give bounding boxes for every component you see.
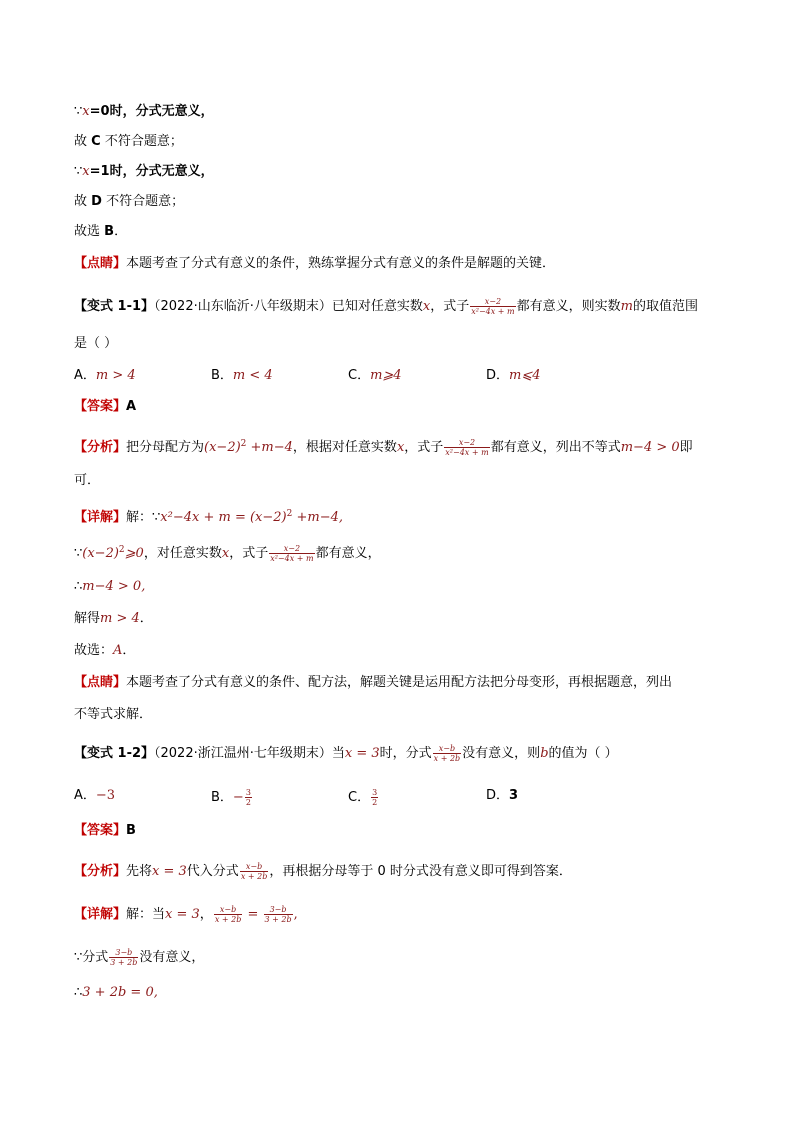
analysis-text: 都有意义，列出不等式 bbox=[490, 440, 621, 455]
exponent: 2 bbox=[286, 509, 293, 519]
question-source: （2022·浙江温州·七年级期末）当 bbox=[154, 746, 345, 761]
analysis-line2 bbox=[74, 473, 100, 489]
option-label: D． bbox=[486, 368, 510, 383]
fraction bbox=[245, 788, 252, 807]
question-text: 没有意义，则 bbox=[462, 746, 541, 761]
because-symbol: ∵ bbox=[74, 104, 83, 119]
var-b: b bbox=[540, 746, 549, 761]
because-symbol: ∵ bbox=[74, 164, 83, 179]
answer-tag: 【答案】 bbox=[74, 823, 127, 838]
fraction bbox=[269, 544, 314, 563]
detail-text: 解得 bbox=[74, 611, 101, 626]
analysis-text: ，再根据分母等于 0 时分式没有意义即可得到答案． bbox=[269, 864, 572, 879]
option-value: m⩾4 bbox=[370, 368, 402, 383]
denominator: x + 2b bbox=[433, 754, 461, 763]
line-x0 bbox=[74, 104, 214, 120]
analysis-text: 把分母配方为 bbox=[126, 440, 205, 455]
because-symbol: ∵ bbox=[74, 546, 83, 561]
line-text: 故 bbox=[74, 194, 92, 209]
option-label: C． bbox=[348, 368, 371, 383]
denominator: x²−4x + m bbox=[471, 307, 515, 316]
option-label: B． bbox=[211, 368, 233, 383]
fraction bbox=[433, 744, 462, 763]
comment-tag: 【点睛】 bbox=[74, 675, 127, 690]
variant-1-2-question bbox=[74, 744, 618, 763]
detail-text: 解：当 bbox=[126, 907, 166, 922]
math-expr: (x−2) bbox=[82, 546, 119, 561]
analysis-text: 先将 bbox=[126, 864, 153, 879]
comment-tag: 【点睛】 bbox=[74, 256, 127, 271]
math-expr: m−4 > 0, bbox=[82, 579, 146, 594]
detail-text: 都有意义， bbox=[315, 546, 381, 561]
numerator: x−b bbox=[433, 744, 462, 754]
option-value: 3 bbox=[509, 788, 519, 803]
detail-text: ，式子 bbox=[229, 546, 269, 561]
denominator: x + 2b bbox=[240, 872, 268, 881]
math-expr: +m−4, bbox=[292, 510, 344, 525]
detail-line-3 bbox=[74, 985, 158, 1001]
fraction bbox=[444, 438, 489, 457]
numerator: 3 bbox=[245, 788, 251, 797]
option-b bbox=[211, 368, 273, 384]
numerator: x−2 bbox=[269, 544, 314, 554]
detail-tag: 【详解】 bbox=[74, 510, 127, 525]
answer-value: B bbox=[126, 823, 136, 838]
numerator: 3 bbox=[372, 788, 378, 797]
detail-tag: 【详解】 bbox=[74, 907, 127, 922]
question-text: 的取值范围 bbox=[632, 299, 698, 314]
line-text: =1时，分式无意义， bbox=[89, 164, 214, 179]
line-text: 不符合题意； bbox=[101, 194, 185, 209]
detail-text: 故选： bbox=[74, 643, 114, 658]
fraction bbox=[371, 788, 378, 807]
answer-value: A bbox=[113, 643, 123, 658]
detail-text: 没有意义， bbox=[139, 950, 205, 965]
analysis-text: ，根据对任意实数 bbox=[292, 440, 397, 455]
numerator: x−2 bbox=[444, 438, 489, 448]
option-label: D． bbox=[486, 788, 510, 803]
denominator: x²−4x + m bbox=[445, 448, 489, 457]
line-text: 故选 bbox=[74, 224, 105, 239]
punctuation: , bbox=[293, 907, 298, 922]
question-text: 时，分式 bbox=[379, 746, 432, 761]
var-x: x bbox=[422, 299, 431, 314]
detail-line-1 bbox=[74, 506, 343, 526]
math-expr: x²−4x + m = (x−2) bbox=[160, 510, 287, 525]
comment-text: 本题考查了分式有意义的条件，熟练掌握分式有意义的条件是解题的关键． bbox=[126, 256, 556, 271]
fraction bbox=[264, 905, 293, 924]
numerator: x−b bbox=[240, 862, 269, 872]
line-text: =0时，分式无意义， bbox=[89, 104, 214, 119]
line-text: 故 bbox=[74, 134, 92, 149]
option-value: m⩽4 bbox=[509, 368, 541, 383]
option-value: m < 4 bbox=[232, 368, 273, 383]
line-d-invalid bbox=[74, 194, 184, 210]
analysis-text: 即 bbox=[679, 440, 693, 455]
option-letter: D bbox=[91, 194, 102, 209]
detail-line-3 bbox=[74, 579, 145, 595]
option-value: m > 4 bbox=[95, 368, 136, 383]
analysis-text: 代入分式 bbox=[186, 864, 239, 879]
denominator: 2 bbox=[245, 798, 251, 807]
analysis-line bbox=[74, 436, 693, 457]
fraction bbox=[109, 948, 138, 967]
option-a bbox=[74, 368, 136, 384]
math-expr: m−4 > 0 bbox=[620, 440, 680, 455]
detail-line-4 bbox=[74, 611, 153, 627]
variant-tag: 【变式 1-2】 bbox=[74, 746, 155, 761]
option-value: −3 bbox=[95, 788, 116, 803]
math-expr: 3 + 2b = 0, bbox=[82, 985, 158, 1000]
detail-line-2 bbox=[74, 948, 204, 967]
question-text: 是（ ） bbox=[74, 336, 118, 351]
option-label: B． bbox=[211, 790, 233, 805]
denominator: 3 + 2b bbox=[110, 958, 138, 967]
math-expr: x = 3 bbox=[165, 907, 200, 922]
option-letter: B bbox=[104, 224, 115, 239]
question-text: ，式子 bbox=[430, 299, 470, 314]
option-c bbox=[348, 368, 402, 384]
option-d bbox=[486, 788, 518, 804]
exponent: 2 bbox=[240, 439, 247, 449]
comment-line bbox=[74, 675, 672, 691]
detail-line-1 bbox=[74, 905, 298, 924]
question-text: 的值为（ ） bbox=[548, 746, 618, 761]
denominator: x²−4x + m bbox=[270, 554, 314, 563]
therefore-symbol: ∴ bbox=[74, 985, 83, 1000]
variant-tag: 【变式 1-1】 bbox=[74, 299, 155, 314]
line-x1 bbox=[74, 164, 214, 180]
fraction bbox=[470, 297, 515, 316]
detail-line-5 bbox=[74, 643, 135, 659]
detail-text: ． bbox=[122, 643, 136, 658]
line-choose-b bbox=[74, 224, 127, 240]
answer-tag: 【答案】 bbox=[74, 399, 127, 414]
option-c bbox=[348, 788, 379, 807]
variant-1-1-question-line2 bbox=[74, 336, 117, 352]
numerator: 3−b bbox=[264, 905, 293, 915]
line-c-invalid bbox=[74, 134, 183, 150]
analysis-text: ，式子 bbox=[404, 440, 444, 455]
comment-line2 bbox=[74, 707, 152, 723]
option-value: − bbox=[232, 790, 244, 805]
numerator: 3−b bbox=[109, 948, 138, 958]
detail-text: ， bbox=[199, 907, 213, 922]
option-letter: C bbox=[91, 134, 101, 149]
line-text: ． bbox=[114, 224, 128, 239]
denominator: 3 + 2b bbox=[264, 915, 292, 924]
math-expr: x = 3 bbox=[152, 864, 187, 879]
answer-line bbox=[74, 823, 136, 839]
option-a bbox=[74, 788, 115, 804]
denominator: 2 bbox=[372, 798, 378, 807]
question-text: 都有意义，则实数 bbox=[516, 299, 621, 314]
detail-text: ∵分式 bbox=[74, 950, 109, 965]
comment-text: 本题考查了分式有意义的条件、配方法，解题关键是运用配方法把分母变形，再根据题意，列出 bbox=[126, 675, 673, 690]
answer-value: A bbox=[126, 399, 137, 414]
therefore-symbol: ∴ bbox=[74, 579, 83, 594]
option-label: A． bbox=[74, 788, 96, 803]
analysis-tag: 【分析】 bbox=[74, 440, 127, 455]
analysis-line bbox=[74, 862, 572, 881]
fraction bbox=[214, 905, 243, 924]
option-b bbox=[211, 788, 253, 807]
var-x: x bbox=[82, 104, 90, 119]
numerator: x−2 bbox=[470, 297, 515, 307]
variant-1-1-question bbox=[74, 297, 698, 316]
line-text: 不符合题意； bbox=[100, 134, 183, 149]
option-d bbox=[486, 368, 541, 384]
math-expr: +m−4 bbox=[246, 440, 293, 455]
question-source: （2022·山东临沂·八年级期末）已知对任意实数 bbox=[154, 299, 423, 314]
fraction bbox=[240, 862, 269, 881]
var-x: x bbox=[82, 164, 90, 179]
exponent: 2 bbox=[118, 545, 125, 555]
option-label: C． bbox=[348, 790, 371, 805]
analysis-text: 可． bbox=[74, 473, 101, 488]
detail-text: ． bbox=[139, 611, 153, 626]
equals-sign: = bbox=[243, 907, 263, 922]
var-x: x bbox=[396, 440, 405, 455]
comment-line bbox=[74, 256, 555, 272]
detail-text: ，对任意实数 bbox=[143, 546, 222, 561]
detail-line-2 bbox=[74, 542, 381, 563]
option-label: A． bbox=[74, 368, 96, 383]
math-expr: ⩾0 bbox=[124, 546, 144, 561]
var-m: m bbox=[620, 299, 633, 314]
numerator: x−b bbox=[214, 905, 243, 915]
math-expr: m > 4 bbox=[100, 611, 140, 626]
detail-text: 解：∵ bbox=[126, 510, 161, 525]
math-expr: x = 3 bbox=[344, 746, 380, 761]
denominator: x + 2b bbox=[214, 915, 242, 924]
answer-line bbox=[74, 399, 136, 415]
comment-text: 不等式求解． bbox=[74, 707, 153, 722]
var-x: x bbox=[221, 546, 230, 561]
math-expr: (x−2) bbox=[204, 440, 241, 455]
analysis-tag: 【分析】 bbox=[74, 864, 127, 879]
